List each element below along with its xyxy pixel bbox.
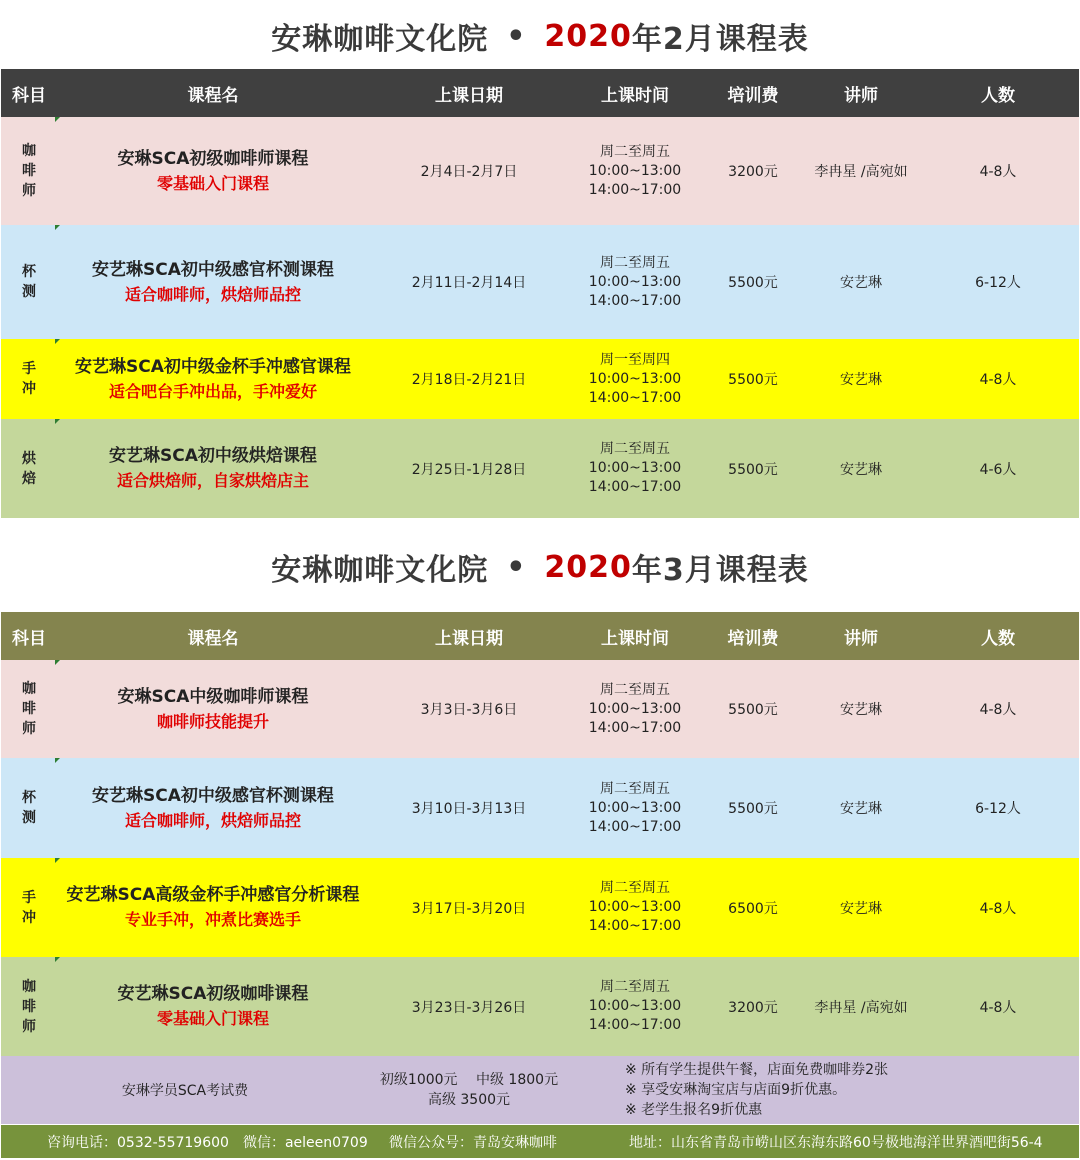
course-name: 安艺琳SCA初中级感官杯测课程 [92, 259, 334, 280]
exam-note: ※ 享受安琳淘宝店与店面9折优惠。 [625, 1082, 847, 1098]
header-teacher: 讲师 [805, 69, 917, 117]
row-teacher: 李冉星 /高宛如 [805, 957, 917, 1056]
row-fee: 5500元 [701, 660, 805, 758]
course-subtitle: 零基础入门课程 [156, 173, 269, 193]
row-course [57, 225, 369, 339]
course-subtitle: 适合吧台手冲出品，手冲爱好 [108, 381, 317, 401]
header-count: 人数 [917, 612, 1079, 660]
row-teacher: 安艺琳 [805, 660, 917, 758]
row-course [57, 858, 369, 957]
row-date: 2月18日-2月21日 [369, 339, 569, 419]
feb-title-dot: • [506, 18, 527, 54]
exam-fee-row [1, 1056, 1079, 1124]
footer-address: 地址：山东省青岛市崂山区东海东路60号极地海洋世界酒吧街56-4 [629, 1134, 1043, 1151]
row-category: 咖啡师 [1, 117, 57, 225]
course-name: 安艺琳SCA初中级烘焙课程 [109, 446, 317, 466]
row-category: 手冲 [1, 858, 57, 957]
row-date: 3月3日-3月6日 [369, 660, 569, 758]
exam-price-line-2: 高级 3500元 [427, 1092, 511, 1108]
course-subtitle: 适合咖啡师，烘焙师品控 [124, 810, 301, 830]
row-category: 杯测 [1, 758, 57, 858]
exam-label: 安琳学员SCA考试费 [1, 1056, 369, 1124]
mar-schedule-table [1, 612, 1079, 1124]
course-subtitle: 咖啡师技能提升 [156, 711, 269, 731]
row-time: 周一至周四 10:00~13:00 14:00~17:00 [569, 339, 701, 419]
mar-header-row [1, 612, 1079, 660]
row-date: 2月4日-2月7日 [369, 117, 569, 225]
row-course [57, 660, 369, 758]
header-count: 人数 [917, 69, 1079, 117]
course-subtitle: 适合烘焙师，自家烘焙店主 [116, 471, 309, 490]
table-row [1, 660, 1079, 758]
exam-price-line-1: 初级1000元 中级 1800元 [379, 1072, 559, 1088]
course-name: 安艺琳SCA初中级感官杯测课程 [92, 785, 334, 806]
header-fee: 培训费 [701, 69, 805, 117]
mar-title-rest: 年3月课程表 [631, 553, 809, 588]
row-count: 6-12人 [917, 225, 1079, 339]
course-subtitle: 专业手冲，冲煮比赛选手 [124, 910, 301, 929]
mar-title-year: 2020 [544, 549, 632, 585]
row-teacher: 安艺琳 [805, 858, 917, 957]
table-row [1, 858, 1079, 957]
row-teacher: 安艺琳 [805, 758, 917, 858]
feb-title-rest: 年2月课程表 [631, 22, 809, 57]
row-course [57, 957, 369, 1056]
row-date: 2月25日-1月28日 [369, 419, 569, 518]
course-name: 安琳SCA初级咖啡师课程 [117, 148, 309, 169]
row-course [57, 117, 369, 225]
header-course-name: 课程名 [57, 612, 369, 660]
row-fee: 6500元 [701, 858, 805, 957]
row-time: 周二至周五 10:00~13:00 14:00~17:00 [569, 419, 701, 518]
course-name: 安琳SCA中级咖啡师课程 [117, 686, 309, 707]
feb-header-row [1, 69, 1079, 117]
row-category: 手冲 [1, 339, 57, 419]
row-count: 4-8人 [917, 339, 1079, 419]
row-time: 周二至周五 10:00~13:00 14:00~17:00 [569, 957, 701, 1056]
exam-notes [569, 1056, 1079, 1124]
row-course [57, 339, 369, 419]
row-count: 4-8人 [917, 660, 1079, 758]
row-fee: 5500元 [701, 225, 805, 339]
row-fee: 3200元 [701, 957, 805, 1056]
row-count: 6-12人 [917, 758, 1079, 858]
table-row [1, 419, 1079, 518]
header-course-name: 课程名 [57, 69, 369, 117]
row-fee: 5500元 [701, 758, 805, 858]
row-teacher: 安艺琳 [805, 225, 917, 339]
row-count: 4-8人 [917, 957, 1079, 1056]
feb-title-org: 安琳咖啡文化院 [271, 22, 489, 57]
footer-official-account: 微信公众号：青岛安琳咖啡 [389, 1134, 557, 1151]
row-time: 周二至周五 10:00~13:00 14:00~17:00 [569, 858, 701, 957]
row-category: 杯测 [1, 225, 57, 339]
row-date: 3月17日-3月20日 [369, 858, 569, 957]
row-time: 周二至周五 10:00~13:00 14:00~17:00 [569, 660, 701, 758]
feb-title-year: 2020 [544, 18, 632, 54]
row-time: 周二至周五 10:00~13:00 14:00~17:00 [569, 225, 701, 339]
row-category: 咖啡师 [1, 957, 57, 1056]
header-date: 上课日期 [369, 69, 569, 117]
row-teacher: 李冉星 /高宛如 [805, 117, 917, 225]
row-date: 3月10日-3月13日 [369, 758, 569, 858]
footer-phone-wechat: 咨询电话：0532-55719600 微信：aeleen0709 [47, 1134, 368, 1151]
table-row [1, 339, 1079, 419]
row-count: 4-8人 [917, 117, 1079, 225]
course-name: 安艺琳SCA初级咖啡课程 [117, 984, 309, 1004]
row-time: 周二至周五 10:00~13:00 14:00~17:00 [569, 758, 701, 858]
header-subject: 科目 [1, 612, 57, 660]
row-teacher: 安艺琳 [805, 419, 917, 518]
row-count: 4-8人 [917, 858, 1079, 957]
course-subtitle: 适合咖啡师，烘焙师品控 [124, 284, 301, 304]
header-teacher: 讲师 [805, 612, 917, 660]
header-time: 上课时间 [569, 69, 701, 117]
header-date: 上课日期 [369, 612, 569, 660]
course-name: 安艺琳SCA初中级金杯手冲感官课程 [75, 356, 351, 377]
mar-title-org: 安琳咖啡文化院 [271, 553, 489, 588]
row-count: 4-6人 [917, 419, 1079, 518]
table-row [1, 117, 1079, 225]
table-row [1, 957, 1079, 1056]
course-subtitle: 零基础入门课程 [156, 1009, 269, 1028]
row-teacher: 安艺琳 [805, 339, 917, 419]
row-time: 周二至周五 10:00~13:00 14:00~17:00 [569, 117, 701, 225]
row-fee: 5500元 [701, 419, 805, 518]
table-row [1, 225, 1079, 339]
row-fee: 5500元 [701, 339, 805, 419]
row-date: 2月11日-2月14日 [369, 225, 569, 339]
row-course [57, 419, 369, 518]
header-subject: 科目 [1, 69, 57, 117]
mar-title [0, 532, 1080, 602]
contact-footer [1, 1125, 1079, 1158]
row-fee: 3200元 [701, 117, 805, 225]
exam-note: ※ 老学生报名9折优惠 [625, 1102, 763, 1118]
feb-title [0, 1, 1080, 71]
header-fee: 培训费 [701, 612, 805, 660]
row-date: 3月23日-3月26日 [369, 957, 569, 1056]
row-category: 咖啡师 [1, 660, 57, 758]
row-category: 烘焙 [1, 419, 57, 518]
exam-prices [369, 1056, 569, 1124]
header-time: 上课时间 [569, 612, 701, 660]
feb-schedule-table [1, 69, 1079, 518]
mar-title-dot: • [506, 549, 527, 585]
course-name: 安艺琳SCA高级金杯手冲感官分析课程 [66, 885, 360, 905]
exam-note: ※ 所有学生提供午餐，店面免费咖啡券2张 [625, 1062, 889, 1078]
table-row [1, 758, 1079, 858]
row-course [57, 758, 369, 858]
